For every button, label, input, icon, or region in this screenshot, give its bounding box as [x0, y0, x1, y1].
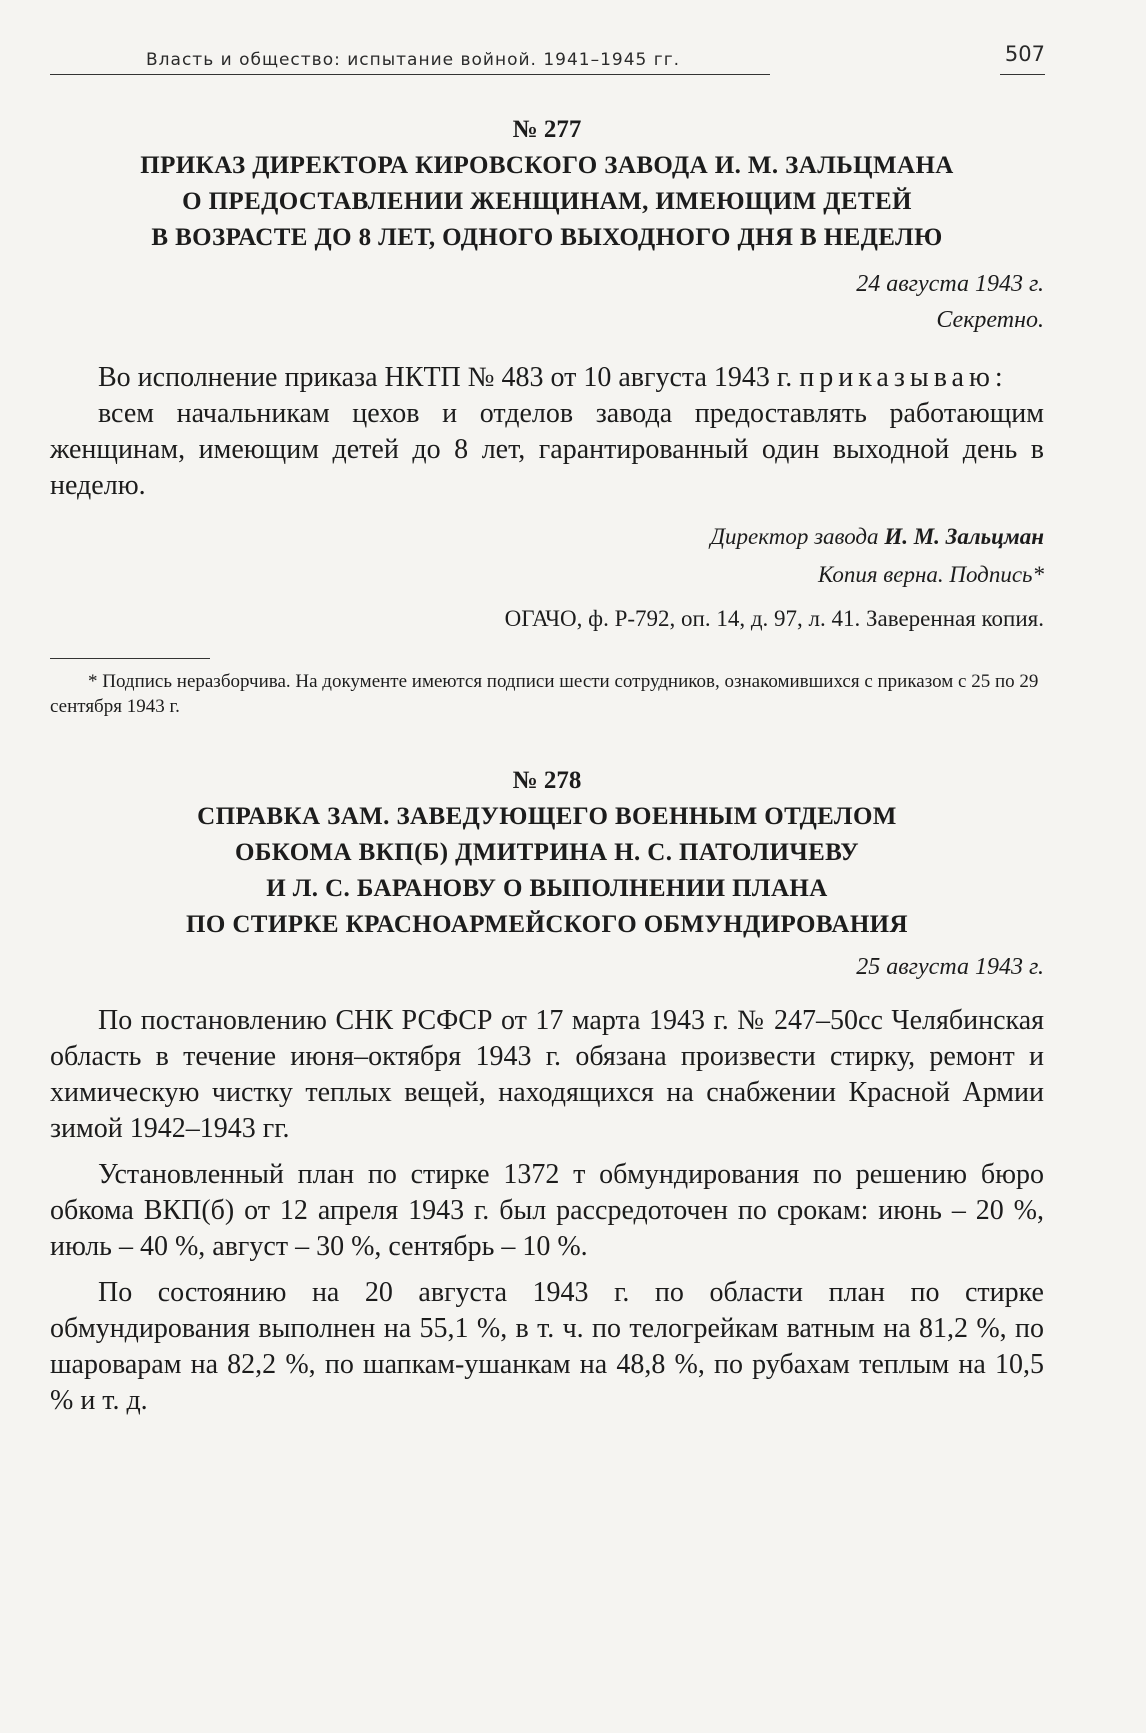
document-title-line: ОБКОМА ВКП(Б) ДМИТРИНА Н. С. ПАТОЛИЧЕВУ — [235, 839, 859, 866]
footnote-rule — [50, 658, 210, 659]
report-paragraph: По состоянию на 20 августа 1943 г. по области план по стирке обмундирования выполнен на 55,1 %, в т. ч. по телогрейкам ватным на 81,2 %, по шароварам на 82,2 %, по шапкам-ушанкам на 48,8 %, по рубахам теплым на 10,5 % и т. д. — [50, 1277, 1044, 1416]
document-title-line: ПРИКАЗ ДИРЕКТОРА КИРОВСКОГО ЗАВОДА И. М. ЗАЛЬЦМАНА — [140, 152, 954, 179]
signature-role: Директор завода — [710, 524, 879, 549]
document-title-line: СПРАВКА ЗАМ. ЗАВЕДУЮЩЕГО ВОЕННЫМ ОТДЕЛОМ — [197, 803, 897, 830]
header-rule — [50, 74, 770, 75]
document-title-line: ПО СТИРКЕ КРАСНОАРМЕЙСКОГО ОБМУНДИРОВАНИЯ — [186, 911, 908, 938]
signature-name: И. М. Зальцман — [884, 524, 1044, 549]
report-paragraph: Установленный план по стирке 1372 т обмундирования по решению бюро обкома ВКП(б) от 12 апреля 1943 г. был рассредоточен по срокам: июнь – 20 %, июль – 40 %, август – 30 %, сентябрь – 10 %. — [50, 1159, 1044, 1262]
document-278 — [50, 767, 1044, 1419]
report-paragraph: По постановлению СНК РСФСР от 17 марта 1943 г. № 247–50сс Челябинская область в течение июня–октября 1943 г. обязана произвести стирку, ремонт и химическую чистку теплых вещей, находящихся на снабжении Красной Армии зимой 1942–1943 гг. — [50, 1005, 1044, 1144]
document-title-line: О ПРЕДОСТАВЛЕНИИ ЖЕНЩИНАМ, ИМЕЮЩИМ ДЕТЕЙ — [182, 188, 912, 215]
director-signature — [50, 518, 1044, 556]
copy-note — [50, 556, 1044, 594]
copy-note-text: Копия верна. Подпись* — [817, 562, 1044, 587]
archive-reference: ОГАЧО, ф. Р-792, оп. 14, д. 97, л. 41. Заверенная копия. — [504, 606, 1044, 631]
order-verb: приказываю: — [799, 362, 1008, 393]
footnote: * Подпись неразборчива. На документе имеются подписи шести сотрудников, ознакомившихся с приказом с 25 по 29 сентября 1943 г. — [50, 671, 1039, 717]
document-title-line: В ВОЗРАСТЕ ДО 8 ЛЕТ, ОДНОГО ВЫХОДНОГО ДНЯ В НЕДЕЛЮ — [151, 224, 943, 251]
page-number: 507 — [1004, 42, 1045, 66]
document-277 — [50, 116, 1044, 719]
document-title-line: И Л. С. БАРАНОВУ О ВЫПОЛНЕНИИ ПЛАНА — [266, 875, 828, 902]
order-intro: Во исполнение приказа НКТП № 483 от 10 августа 1943 г. — [98, 362, 800, 393]
document-number: № 278 — [512, 767, 582, 794]
running-title: Власть и общество: испытание войной. 1941–1945 гг. — [146, 50, 681, 70]
page-content — [50, 116, 1044, 1419]
page-number-rule — [1000, 74, 1045, 75]
document-date: 24 августа 1943 г. — [856, 271, 1044, 297]
running-header — [50, 44, 1043, 80]
secrecy-mark: Секретно. — [936, 307, 1044, 333]
document-number: № 277 — [512, 116, 582, 143]
document-date: 25 августа 1943 г. — [856, 954, 1044, 980]
order-paragraph — [50, 360, 1044, 396]
order-body: всем начальникам цехов и отделов завода предоставлять работающим женщинам, имеющим детей до 8 лет, гарантированный один выходной день в неделю. — [50, 398, 1044, 501]
